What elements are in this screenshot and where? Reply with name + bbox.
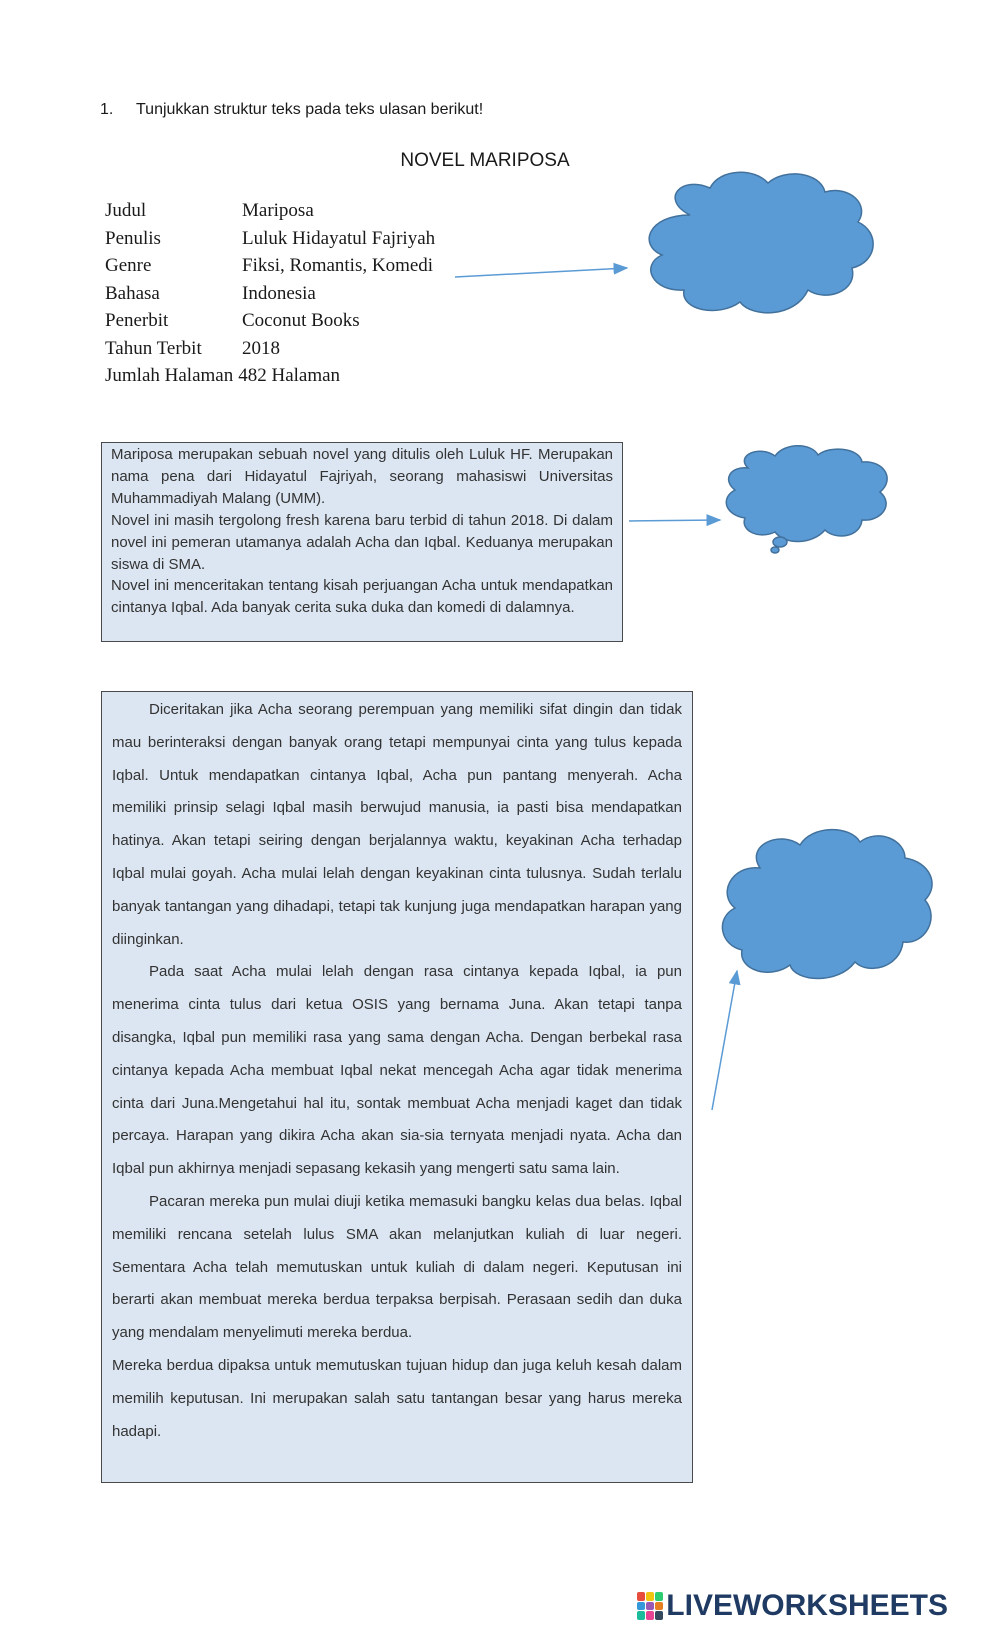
answer-cloud-2[interactable] <box>726 446 887 553</box>
evaluation-paragraph: Mereka berdua dipaksa untuk memutuskan tujuan hidup dan juga keluh kesah dalam memilih keputusan. Ini merupakan salah satu tantangan besar yang harus mereka hadapi. <box>112 1356 682 1440</box>
liveworksheets-logo <box>637 1589 948 1623</box>
evaluation-paragraph: Pada saat Acha mulai lelah dengan rasa cintanya kepada Iqbal, ia pun menerima cinta tulus dari ketua OSIS yang bernama Juna. Akan tetapi tanpa disangka, Iqbal pun memiliki rasa yang sama dengan Acha. Dengan berbekal rasa cintanya kepada Acha membuat Iqbal nekat mencegah Acha agar tidak menerima cinta dari Juna.Mengetahui hal itu, sontak membuat Acha menjadi kaget dan tidak percaya. Harapan yang dikira Acha akan sia-sia ternyata menjadi nyata. Acha dan Iqbal pun akhirnya menjadi sepasang kekasih yang mengerti satu sama lain. <box>112 963 682 1178</box>
identity-value: Indonesia <box>242 282 316 304</box>
orientation-paragraph: Mariposa merupakan sebuah novel yang ditulis oleh Luluk HF. Merupakan nama pena dari Hidayatul Fajriyah, seorang mahasiswi Universitas Muhammadiyah Malang (UMM). <box>111 446 613 507</box>
identity-value: Fiksi, Romantis, Komedi <box>242 255 434 276</box>
answer-cloud-3[interactable] <box>722 830 932 979</box>
identity-label: Tahun Terbit <box>105 337 202 359</box>
identity-value: Mariposa <box>242 200 314 221</box>
identity-value: Coconut Books <box>242 310 360 331</box>
orientation-paragraph: Novel ini menceritakan tentang kisah perjuangan Acha untuk mendapatkan cintanya Iqbal. Ada banyak cerita suka duka dan komedi di dalamnya. <box>111 577 613 617</box>
arrow-1 <box>455 268 627 277</box>
identity-value: 2018 <box>242 337 280 359</box>
brand-grid-icon <box>637 1592 663 1620</box>
answer-cloud-1[interactable] <box>649 172 873 313</box>
arrow-2 <box>629 520 720 521</box>
identity-label: Jumlah Halaman <box>105 365 234 386</box>
identity-label: Bahasa <box>105 282 160 304</box>
evaluation-paragraph: Pacaran mereka pun mulai diuji ketika memasuki bangku kelas dua belas. Iqbal memiliki rencana setelah lulus SMA akan melanjutkan kuliah di luar negeri. Sementara Acha telah memutuskan untuk kuliah di dalam negeri. Keputusan ini berarti akan membuat mereka berdua terpaksa berpisah. Perasaan sedih dan duka yang mendalam menyelimuti mereka berdua. <box>112 1192 682 1342</box>
identity-label: Genre <box>105 255 152 276</box>
identity-value: Luluk Hidayatul Fajriyah <box>242 227 436 249</box>
identity-label: Penerbit <box>105 310 169 331</box>
identity-value: 482 Halaman <box>238 365 341 386</box>
brand-text: LIVEWORKSHEETS <box>666 1589 948 1622</box>
orientation-paragraph: Novel ini masih tergolong fresh karena baru terbid di tahun 2018. Di dalam novel ini pemeran utamanya adalah Acha dan Iqbal. Keduanya merupakan siswa di SMA. <box>111 511 613 573</box>
identity-label: Judul <box>105 200 147 221</box>
question-number: 1. <box>100 101 114 118</box>
title-text: NOVEL MARIPOSA <box>400 150 570 171</box>
question-text: Tunjukkan struktur teks pada teks ulasan berikut! <box>136 101 484 118</box>
identity-label: Penulis <box>105 227 161 249</box>
arrow-3 <box>712 971 737 1110</box>
evaluation-paragraph: Diceritakan jika Acha seorang perempuan yang memiliki sifat dingin dan tidak mau berinteraksi dengan banyak orang tetapi mempunyai cinta yang tulus kepada Iqbal. Untuk mendapatkan cintanya Iqbal, Acha pun pantang menyerah. Acha memiliki prinsip selagi Iqbal masih berwujud manusia, ia pasti bisa mendapatkan hatinya. Akan tetapi seiring dengan berjalannya waktu, keyakinan Acha terhadap Iqbal mulai goyah. Acha mulai lelah dengan keyakinan cinta tulusnya. Sudah terlalu banyak tantangan yang dihadapi, tetapi tak kunjung juga mendapatkan harapan yang diinginkan. <box>112 701 682 948</box>
